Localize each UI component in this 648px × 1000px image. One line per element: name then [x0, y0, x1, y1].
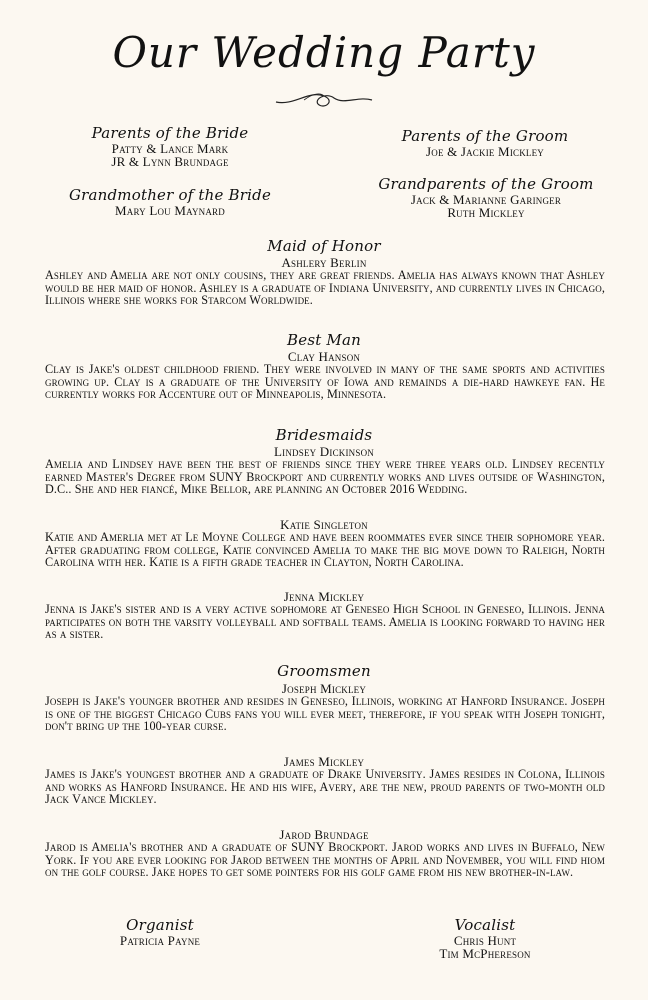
- grandparents-of-groom-name: Ruth Mickley: [447, 205, 525, 220]
- parents-of-bride-name: Patty & Lance Mark: [111, 141, 229, 156]
- vocalist-name: Chris Hunt: [453, 933, 517, 948]
- best-man-bio: Clay is Jake's oldest childhood friend. They were involved in many of the same sports and activities growing up. Clay is a graduate of the University of Iowa and remainds a die-hard hawkeye fan. He currently works for Accenture out of Minneapolis, Minnesota.: [45, 362, 605, 402]
- parents-of-bride-name: JR & Lynn Brundage: [111, 154, 229, 169]
- vocalist: [405, 917, 565, 960]
- groomsman-bio: Joseph is Jake's younger brother and resides in Geneseo, Illinois, working at Hanford Insurance. Joseph is one of the biggest Chicago Cubs fans you will ever meet, therefore, if you speak with Joseph tonight, don't bring up the 100-year curse.: [45, 694, 605, 734]
- page-title: Our Wedding Party: [112, 28, 536, 77]
- best-man-name: Clay Hanson: [287, 349, 361, 364]
- groomsman-name: James Mickley: [283, 754, 365, 769]
- bridesmaid-bio: Amelia and Lindsey have been the best of friends since they were three years old. Lindsey recently earned Master's Degree from SUNY Brockport and currently works and lives outside of Washington, D.C.. She and her fiancé, Mike Bellor, are planning an October 2016 Wedding.: [45, 457, 605, 497]
- maid-of-honor-bio: Ashley and Amelia are not only cousins, they are great friends. Amelia has always known that Ashley would be her maid of honor. Ashley is a graduate of Indiana University, and currently lives in Chicago, Illinois where she works for Starcom Worldwide.: [45, 268, 605, 308]
- bridesmaid-name: Katie Singleton: [280, 517, 368, 532]
- vocalist-name: Tim McPhereson: [439, 946, 531, 961]
- maid-of-honor-name: Ashlery Berlin: [281, 255, 367, 270]
- grandparents-of-groom-name: Jack & Marianne Garinger: [410, 192, 562, 207]
- best-man-heading: Best Man: [287, 331, 361, 349]
- grandmother-of-bride-heading: Grandmother of the Bride: [68, 186, 272, 204]
- flourish-ornament-icon: [274, 80, 374, 112]
- grandmother-of-bride-name: Mary Lou Maynard: [115, 203, 225, 218]
- bridesmaid-name: Jenna Mickley: [283, 589, 365, 604]
- organist-heading: Organist: [126, 916, 194, 934]
- organist-name: Patricia Payne: [119, 933, 201, 948]
- groomsman-name: Jarod Brundage: [279, 827, 369, 842]
- grandparents-of-groom: [370, 176, 602, 219]
- grandparents-of-groom-heading: Grandparents of the Groom: [378, 175, 594, 193]
- bridesmaid-name: Lindsey Dickinson: [274, 444, 374, 459]
- bridesmaids-heading: Bridesmaids: [275, 426, 373, 444]
- maid-of-honor-heading: Maid of Honor: [267, 237, 381, 255]
- parents-of-bride-heading: Parents of the Bride: [91, 124, 249, 142]
- bridesmaid-bio: Katie and Amerlia met at Le Moyne College and have been roommates ever since their sophomore year. After graduating from college, Katie convinced Amelia to make the big move down to Raleigh, North Carolina with her. Katie is a fifth grade teacher in Clayton, North Carolina.: [45, 530, 605, 570]
- organist: [80, 917, 240, 947]
- groomsman-bio: James is Jake's youngest brother and a graduate of Drake University. James resides in Colona, Illinois and works as Hanford Insurance. He and his wife, Avery, are the new, proud parents of two-month old Jack Vance Mickley.: [45, 767, 605, 807]
- bridesmaid-bio: Jenna is Jake's sister and is a very active sophomore at Geneseo High School in Geneseo, Illinois. Jenna participates on both the varsity volleyball and softball teams. Amelia is looking forward to having her as a sister.: [45, 602, 605, 642]
- parents-of-groom-heading: Parents of the Groom: [401, 127, 569, 145]
- vocalist-heading: Vocalist: [454, 916, 516, 934]
- groomsman-bio: Jarod is Amelia's brother and a graduate of SUNY Brockport. Jarod works and lives in Buffalo, New York. If you are ever looking for Jarod between the months of April and November, you will find hiom on the golf course. Jake hopes to get some pointers for his golf game from his new brother-in-law.: [45, 840, 605, 880]
- grandmother-of-bride: [55, 187, 285, 217]
- parents-of-groom: [380, 128, 590, 158]
- groomsman-name: Joseph Mickley: [281, 681, 367, 696]
- parents-of-bride: [70, 125, 270, 168]
- groomsmen-heading: Groomsmen: [277, 662, 371, 680]
- parents-of-groom-name: Joe & Jackie Mickley: [425, 144, 545, 159]
